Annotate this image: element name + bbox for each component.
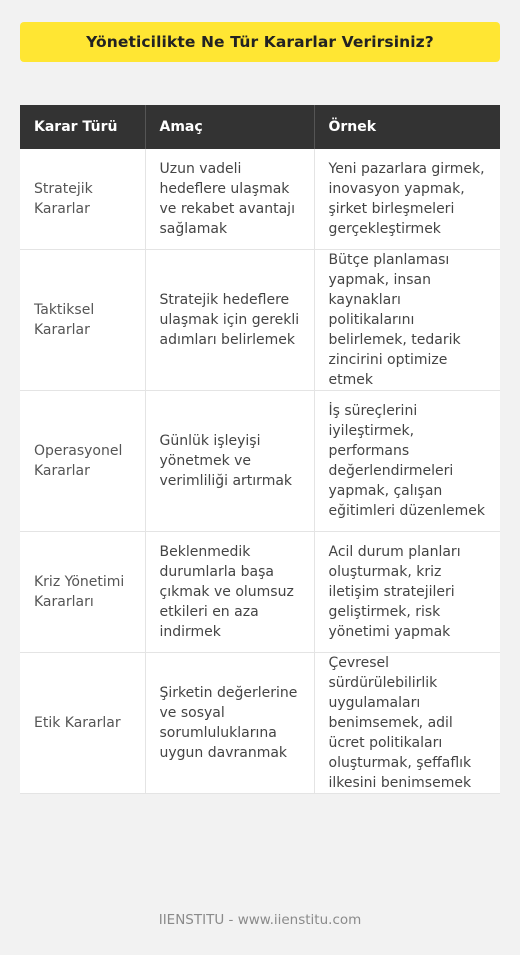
example-cell: İş süreçlerini iyileştirmek, performans değerlendirmeleri yapmak, çalışan eğitimleri düzenlemek (314, 391, 500, 532)
column-header-type: Karar Türü (20, 105, 145, 149)
purpose-cell: Şirketin değerlerine ve sosyal sorumluluklarına uygun davranmak (145, 653, 314, 794)
decision-type-cell: Taktiksel Kararlar (20, 250, 145, 391)
decision-type-cell: Stratejik Kararlar (20, 149, 145, 250)
decision-type-cell: Etik Kararlar (20, 653, 145, 794)
table-row (20, 653, 500, 794)
table-row (20, 250, 500, 391)
decision-types-table (20, 105, 500, 794)
decision-type-cell: Operasyonel Kararlar (20, 391, 145, 532)
table-row (20, 149, 500, 250)
footer-credit: IIENSTITU - www.iienstitu.com (158, 912, 362, 928)
example-cell: Acil durum planları oluşturmak, kriz iletişim stratejileri geliştirmek, risk yönetimi yapmak (314, 532, 500, 653)
purpose-cell: Beklenmedik durumlarla başa çıkmak ve olumsuz etkileri en aza indirmek (145, 532, 314, 653)
table-row (20, 532, 500, 653)
page-title: Yöneticilikte Ne Tür Kararlar Verirsiniz? (20, 22, 500, 62)
column-header-purpose: Amaç (145, 105, 314, 149)
purpose-cell: Uzun vadeli hedeflere ulaşmak ve rekabet avantajı sağlamak (145, 149, 314, 250)
table-row (20, 391, 500, 532)
column-header-example: Örnek (314, 105, 500, 149)
purpose-cell: Günlük işleyişi yönetmek ve verimliliği artırmak (145, 391, 314, 532)
purpose-cell: Stratejik hedeflere ulaşmak için gerekli adımları belirlemek (145, 250, 314, 391)
example-cell: Çevresel sürdürülebilirlik uygulamaları benimsemek, adil ücret politikaları oluşturmak, şeffaflık ilkesini benimsemek (314, 653, 500, 794)
decision-type-cell: Kriz Yönetimi Kararları (20, 532, 145, 653)
table-header-row (20, 105, 500, 149)
example-cell: Yeni pazarlara girmek, inovasyon yapmak, şirket birleşmeleri gerçekleştirmek (314, 149, 500, 250)
example-cell: Bütçe planlaması yapmak, insan kaynakları politikalarını belirlemek, tedarik zincirini optimize etmek (314, 250, 500, 391)
